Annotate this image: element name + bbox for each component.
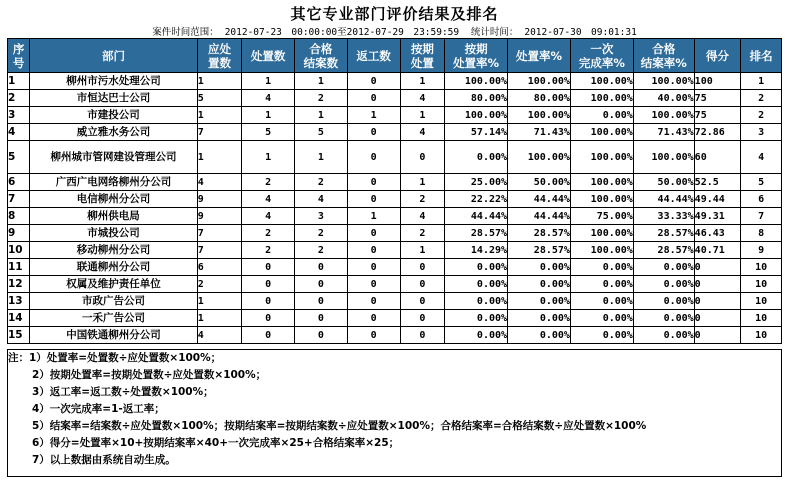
cell-rank: 10 bbox=[741, 276, 782, 293]
cell-ontime: 2 bbox=[400, 225, 445, 242]
note-line: 7）以上数据由系统自动生成。 bbox=[32, 454, 176, 466]
cell-score: 72.86 bbox=[694, 124, 741, 141]
cell-ontime-rate: 0.00% bbox=[445, 310, 508, 327]
cell-score: 40.71 bbox=[694, 242, 741, 259]
cell-dept: 市城投公司 bbox=[30, 225, 197, 242]
note-line: 注：1）处置率=处置数÷应处置数×100%； bbox=[8, 352, 222, 364]
cell-rework: 0 bbox=[347, 276, 400, 293]
cell-rank: 2 bbox=[741, 90, 782, 107]
cell-rework: 0 bbox=[347, 225, 400, 242]
cell-handled: 0 bbox=[242, 259, 295, 276]
cell-rework: 0 bbox=[347, 124, 400, 141]
cell-rank: 2 bbox=[741, 107, 782, 124]
cell-ontime-rate: 100.00% bbox=[445, 107, 508, 124]
cell-qualified: 2 bbox=[295, 225, 348, 242]
cell-index: 4 bbox=[8, 124, 30, 141]
cell-handle-rate: 28.57% bbox=[508, 242, 571, 259]
table-row bbox=[8, 124, 782, 141]
cell-first-rate: 100.00% bbox=[570, 141, 633, 174]
table-row bbox=[8, 327, 782, 344]
cell-handle-rate: 100.00% bbox=[508, 107, 571, 124]
cell-index: 5 bbox=[8, 141, 30, 174]
cell-handle-rate: 0.00% bbox=[508, 310, 571, 327]
cell-qualified: 0 bbox=[295, 327, 348, 344]
cell-score: 60 bbox=[694, 141, 741, 174]
cell-rework: 0 bbox=[347, 73, 400, 90]
cell-index: 12 bbox=[8, 276, 30, 293]
cell-qualified-rate: 100.00% bbox=[633, 141, 694, 174]
cell-rank: 1 bbox=[741, 73, 782, 90]
cell-score: 49.44 bbox=[694, 191, 741, 208]
cell-dept: 移动柳州分公司 bbox=[30, 242, 197, 259]
cell-due: 5 bbox=[197, 90, 242, 107]
table-row bbox=[8, 73, 782, 90]
cell-qualified-rate: 33.33% bbox=[633, 208, 694, 225]
cell-handled: 0 bbox=[242, 310, 295, 327]
cell-rework: 0 bbox=[347, 242, 400, 259]
cell-index: 7 bbox=[8, 191, 30, 208]
cell-index: 15 bbox=[8, 327, 30, 344]
cell-handle-rate: 71.43% bbox=[508, 124, 571, 141]
cell-due: 1 bbox=[197, 141, 242, 174]
cell-ontime: 1 bbox=[400, 107, 445, 124]
cell-qualified-rate: 40.00% bbox=[633, 90, 694, 107]
cell-dept: 电信柳州分公司 bbox=[30, 191, 197, 208]
cell-ontime: 1 bbox=[400, 73, 445, 90]
report-subtitle bbox=[0, 24, 789, 38]
cell-dept: 柳州城市管网建设管理公司 bbox=[30, 141, 197, 174]
cell-qualified: 2 bbox=[295, 242, 348, 259]
cell-qualified: 2 bbox=[295, 90, 348, 107]
cell-due: 7 bbox=[197, 225, 242, 242]
cell-qualified: 5 bbox=[295, 124, 348, 141]
cell-first-rate: 0.00% bbox=[570, 293, 633, 310]
cell-rework: 0 bbox=[347, 293, 400, 310]
col-header-handled: 处置数 bbox=[242, 39, 295, 73]
cell-qualified-rate: 0.00% bbox=[633, 276, 694, 293]
note-line: 6）得分=处置率×10+按期结案率×40+一次完成率×25+合格结案率×25； bbox=[32, 437, 400, 449]
cell-first-rate: 75.00% bbox=[570, 208, 633, 225]
cell-ontime: 0 bbox=[400, 327, 445, 344]
cell-qualified-rate: 0.00% bbox=[633, 310, 694, 327]
note-line: 2）按期处置率=按期处置数÷应处置数×100%； bbox=[32, 369, 267, 381]
cell-due: 4 bbox=[197, 174, 242, 191]
cell-due: 1 bbox=[197, 293, 242, 310]
cell-rework: 0 bbox=[347, 259, 400, 276]
cell-first-rate: 100.00% bbox=[570, 124, 633, 141]
cell-dept: 柳州市污水处理公司 bbox=[30, 73, 197, 90]
cell-handle-rate: 0.00% bbox=[508, 327, 571, 344]
cell-handle-rate: 50.00% bbox=[508, 174, 571, 191]
cell-index: 6 bbox=[8, 174, 30, 191]
cell-dept: 市恒达巴士公司 bbox=[30, 90, 197, 107]
cell-index: 14 bbox=[8, 310, 30, 327]
cell-qualified-rate: 100.00% bbox=[633, 73, 694, 90]
cell-qualified: 1 bbox=[295, 73, 348, 90]
col-header-dept: 部门 bbox=[30, 39, 197, 73]
col-header-rework: 返工数 bbox=[347, 39, 400, 73]
table-body bbox=[8, 73, 782, 344]
cell-qualified-rate: 0.00% bbox=[633, 327, 694, 344]
cell-rank: 7 bbox=[741, 208, 782, 225]
stat-label: 统计时间： bbox=[470, 27, 519, 38]
cell-handled: 1 bbox=[242, 107, 295, 124]
cell-rework: 1 bbox=[347, 208, 400, 225]
cell-handled: 0 bbox=[242, 327, 295, 344]
cell-ontime-rate: 100.00% bbox=[445, 73, 508, 90]
cell-ontime: 0 bbox=[400, 310, 445, 327]
cell-due: 9 bbox=[197, 191, 242, 208]
table-row bbox=[8, 191, 782, 208]
col-header-rank: 排名 bbox=[741, 39, 782, 73]
cell-qualified: 0 bbox=[295, 293, 348, 310]
cell-index: 2 bbox=[8, 90, 30, 107]
cell-qualified-rate: 100.00% bbox=[633, 107, 694, 124]
col-header-qualified: 合格 结案数 bbox=[295, 39, 348, 73]
cell-rework: 0 bbox=[347, 174, 400, 191]
cell-index: 3 bbox=[8, 107, 30, 124]
cell-handle-rate: 80.00% bbox=[508, 90, 571, 107]
cell-due: 1 bbox=[197, 107, 242, 124]
table-row bbox=[8, 208, 782, 225]
table-row bbox=[8, 90, 782, 107]
cell-rework: 0 bbox=[347, 310, 400, 327]
note-line: 4）一次完成率=1-返工率； bbox=[32, 403, 165, 415]
notes-box bbox=[7, 349, 782, 477]
cell-first-rate: 100.00% bbox=[570, 174, 633, 191]
table-row bbox=[8, 293, 782, 310]
cell-rework: 0 bbox=[347, 141, 400, 174]
cell-handled: 2 bbox=[242, 174, 295, 191]
table-row bbox=[8, 276, 782, 293]
cell-qualified: 1 bbox=[295, 141, 348, 174]
cell-handle-rate: 44.44% bbox=[508, 208, 571, 225]
table-row bbox=[8, 174, 782, 191]
cell-score: 0 bbox=[694, 310, 741, 327]
cell-first-rate: 100.00% bbox=[570, 90, 633, 107]
cell-handle-rate: 100.00% bbox=[508, 73, 571, 90]
cell-rework: 1 bbox=[347, 107, 400, 124]
cell-handled: 4 bbox=[242, 191, 295, 208]
cell-handled: 4 bbox=[242, 208, 295, 225]
cell-rework: 0 bbox=[347, 90, 400, 107]
cell-handled: 2 bbox=[242, 242, 295, 259]
cell-first-rate: 0.00% bbox=[570, 310, 633, 327]
table-header-row bbox=[8, 39, 782, 73]
col-header-ontime-rate: 按期 处置率% bbox=[445, 39, 508, 73]
note-line: 5）结案率=结案数÷应处置数×100%；按期结案率=按期结案数÷应处置数×100%；合格结案率=合格结案数÷应处置数×100% bbox=[32, 420, 647, 432]
range-value: 2012-07-23 00:00:00至2012-07-29 23:59:59 bbox=[224, 27, 460, 38]
cell-qualified-rate: 50.00% bbox=[633, 174, 694, 191]
cell-first-rate: 0.00% bbox=[570, 327, 633, 344]
cell-ontime-rate: 80.00% bbox=[445, 90, 508, 107]
cell-first-rate: 0.00% bbox=[570, 276, 633, 293]
cell-due: 7 bbox=[197, 124, 242, 141]
cell-qualified: 1 bbox=[295, 107, 348, 124]
cell-qualified: 2 bbox=[295, 174, 348, 191]
cell-score: 75 bbox=[694, 107, 741, 124]
cell-ontime-rate: 25.00% bbox=[445, 174, 508, 191]
cell-first-rate: 0.00% bbox=[570, 107, 633, 124]
cell-score: 46.43 bbox=[694, 225, 741, 242]
cell-first-rate: 100.00% bbox=[570, 225, 633, 242]
col-header-handle-rate: 处置率% bbox=[508, 39, 571, 73]
cell-qualified-rate: 71.43% bbox=[633, 124, 694, 141]
cell-rework: 0 bbox=[347, 327, 400, 344]
cell-rank: 10 bbox=[741, 327, 782, 344]
col-header-due: 应处 置数 bbox=[197, 39, 242, 73]
cell-due: 7 bbox=[197, 242, 242, 259]
cell-handled: 1 bbox=[242, 141, 295, 174]
cell-rank: 9 bbox=[741, 242, 782, 259]
cell-handled: 1 bbox=[242, 73, 295, 90]
table-row bbox=[8, 242, 782, 259]
cell-rank: 10 bbox=[741, 259, 782, 276]
cell-due: 9 bbox=[197, 208, 242, 225]
cell-dept: 广西广电网络柳州分公司 bbox=[30, 174, 197, 191]
cell-dept: 市政广告公司 bbox=[30, 293, 197, 310]
cell-ontime: 0 bbox=[400, 276, 445, 293]
cell-score: 75 bbox=[694, 90, 741, 107]
cell-ontime: 0 bbox=[400, 293, 445, 310]
cell-first-rate: 100.00% bbox=[570, 242, 633, 259]
cell-index: 10 bbox=[8, 242, 30, 259]
cell-handled: 4 bbox=[242, 90, 295, 107]
cell-dept: 一禾广告公司 bbox=[30, 310, 197, 327]
cell-ontime: 1 bbox=[400, 242, 445, 259]
col-header-qualified-rate: 合格 结案率% bbox=[633, 39, 694, 73]
cell-index: 13 bbox=[8, 293, 30, 310]
cell-handle-rate: 0.00% bbox=[508, 259, 571, 276]
cell-due: 1 bbox=[197, 73, 242, 90]
cell-score: 49.31 bbox=[694, 208, 741, 225]
range-label: 案件时间范围： bbox=[152, 27, 219, 38]
cell-dept: 权属及维护责任单位 bbox=[30, 276, 197, 293]
cell-score: 0 bbox=[694, 327, 741, 344]
cell-qualified: 4 bbox=[295, 191, 348, 208]
cell-due: 1 bbox=[197, 310, 242, 327]
cell-first-rate: 0.00% bbox=[570, 259, 633, 276]
cell-ontime-rate: 0.00% bbox=[445, 259, 508, 276]
cell-score: 100 bbox=[694, 73, 741, 90]
cell-qualified: 0 bbox=[295, 310, 348, 327]
cell-index: 9 bbox=[8, 225, 30, 242]
cell-dept: 联通柳州分公司 bbox=[30, 259, 197, 276]
cell-handled: 0 bbox=[242, 276, 295, 293]
cell-score: 0 bbox=[694, 259, 741, 276]
cell-ontime: 0 bbox=[400, 259, 445, 276]
table-row bbox=[8, 225, 782, 242]
cell-score: 52.5 bbox=[694, 174, 741, 191]
cell-ontime: 0 bbox=[400, 141, 445, 174]
cell-ontime-rate: 0.00% bbox=[445, 293, 508, 310]
cell-ontime-rate: 14.29% bbox=[445, 242, 508, 259]
table-row bbox=[8, 310, 782, 327]
cell-handle-rate: 44.44% bbox=[508, 191, 571, 208]
cell-dept: 市建投公司 bbox=[30, 107, 197, 124]
table-row bbox=[8, 141, 782, 174]
stat-value: 2012-07-30 09:01:31 bbox=[524, 27, 637, 38]
report-title: 其它专业部门评价结果及排名 bbox=[290, 5, 499, 23]
cell-qualified-rate: 0.00% bbox=[633, 293, 694, 310]
ranking-table bbox=[7, 38, 782, 344]
cell-ontime: 4 bbox=[400, 124, 445, 141]
cell-due: 4 bbox=[197, 327, 242, 344]
cell-handle-rate: 0.00% bbox=[508, 276, 571, 293]
cell-handled: 0 bbox=[242, 293, 295, 310]
col-header-index: 序 号 bbox=[8, 39, 30, 73]
cell-ontime-rate: 28.57% bbox=[445, 225, 508, 242]
cell-handled: 5 bbox=[242, 124, 295, 141]
cell-due: 2 bbox=[197, 276, 242, 293]
cell-score: 0 bbox=[694, 293, 741, 310]
note-line: 3）返工率=返工数÷处置数×100%； bbox=[32, 386, 214, 398]
cell-qualified: 3 bbox=[295, 208, 348, 225]
col-header-score: 得分 bbox=[694, 39, 741, 73]
cell-rank: 10 bbox=[741, 293, 782, 310]
cell-handled: 2 bbox=[242, 225, 295, 242]
cell-ontime: 4 bbox=[400, 90, 445, 107]
table-row bbox=[8, 107, 782, 124]
cell-rank: 8 bbox=[741, 225, 782, 242]
cell-ontime-rate: 44.44% bbox=[445, 208, 508, 225]
cell-index: 1 bbox=[8, 73, 30, 90]
cell-qualified-rate: 0.00% bbox=[633, 259, 694, 276]
cell-ontime: 4 bbox=[400, 208, 445, 225]
table-row bbox=[8, 259, 782, 276]
cell-ontime: 2 bbox=[400, 191, 445, 208]
cell-dept: 威立雅水务公司 bbox=[30, 124, 197, 141]
cell-ontime-rate: 57.14% bbox=[445, 124, 508, 141]
cell-first-rate: 100.00% bbox=[570, 73, 633, 90]
cell-ontime-rate: 0.00% bbox=[445, 327, 508, 344]
cell-dept: 中国铁通柳州分公司 bbox=[30, 327, 197, 344]
cell-ontime-rate: 0.00% bbox=[445, 141, 508, 174]
cell-rank: 6 bbox=[741, 191, 782, 208]
cell-score: 0 bbox=[694, 276, 741, 293]
cell-rank: 10 bbox=[741, 310, 782, 327]
cell-ontime-rate: 0.00% bbox=[445, 276, 508, 293]
cell-qualified: 0 bbox=[295, 276, 348, 293]
cell-rank: 5 bbox=[741, 174, 782, 191]
cell-qualified-rate: 44.44% bbox=[633, 191, 694, 208]
cell-index: 11 bbox=[8, 259, 30, 276]
cell-index: 8 bbox=[8, 208, 30, 225]
cell-dept: 柳州供电局 bbox=[30, 208, 197, 225]
col-header-first-rate: 一次 完成率% bbox=[570, 39, 633, 73]
cell-rank: 4 bbox=[741, 141, 782, 174]
cell-qualified-rate: 28.57% bbox=[633, 225, 694, 242]
cell-rework: 0 bbox=[347, 191, 400, 208]
cell-rank: 3 bbox=[741, 124, 782, 141]
col-header-ontime: 按期 处置 bbox=[400, 39, 445, 73]
cell-qualified: 0 bbox=[295, 259, 348, 276]
cell-handle-rate: 0.00% bbox=[508, 293, 571, 310]
cell-handle-rate: 28.57% bbox=[508, 225, 571, 242]
cell-ontime-rate: 22.22% bbox=[445, 191, 508, 208]
cell-due: 6 bbox=[197, 259, 242, 276]
cell-first-rate: 100.00% bbox=[570, 191, 633, 208]
cell-handle-rate: 100.00% bbox=[508, 141, 571, 174]
cell-ontime: 1 bbox=[400, 174, 445, 191]
cell-qualified-rate: 28.57% bbox=[633, 242, 694, 259]
